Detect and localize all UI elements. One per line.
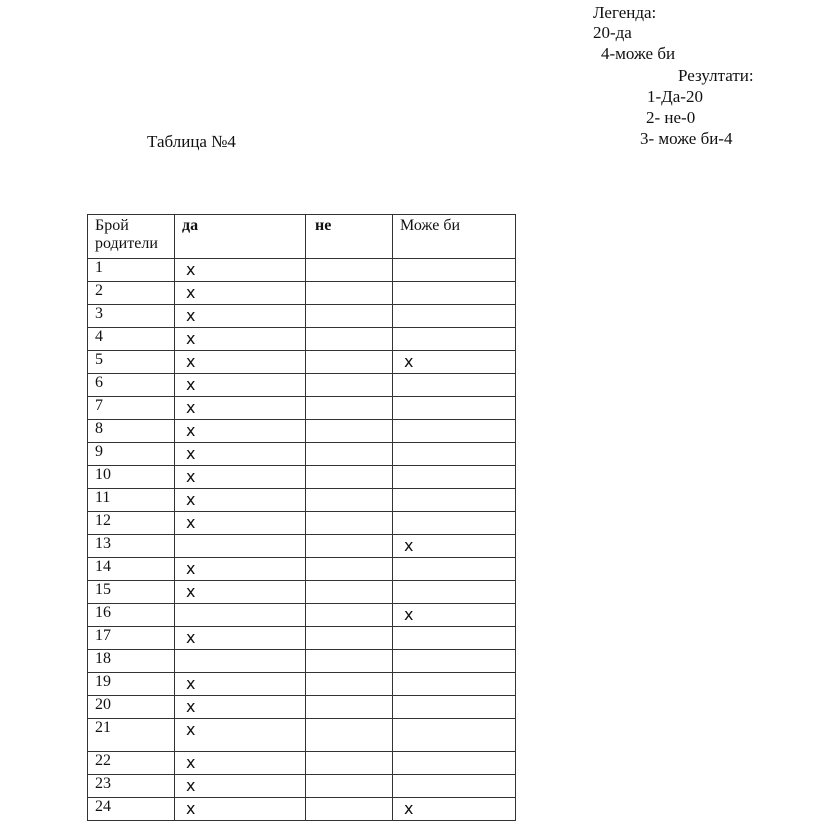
table-row [88,443,516,466]
row-number: 5 [88,351,175,374]
cell-yes: x [175,328,306,351]
legend-maybe-count: 4-може би [601,44,676,63]
row-number: 9 [88,443,175,466]
row-number: 14 [88,558,175,581]
cell-maybe [393,673,516,696]
cell-no [306,535,393,558]
cell-no [306,581,393,604]
table-row [88,489,516,512]
cell-no [306,650,393,673]
cell-maybe [393,581,516,604]
cell-maybe [393,420,516,443]
table-row [88,719,516,752]
cell-yes: x [175,627,306,650]
row-number: 18 [88,650,175,673]
survey-table-body [88,215,516,821]
legend-yes-count: 20-да [593,23,632,42]
cell-maybe [393,719,516,752]
cell-no [306,259,393,282]
cell-yes: x [175,558,306,581]
cell-maybe [393,752,516,775]
table-row [88,282,516,305]
cell-maybe [393,328,516,351]
row-number: 7 [88,397,175,420]
cell-maybe [393,650,516,673]
cell-yes: x [175,673,306,696]
result-maybe: 3- може би-4 [640,129,733,148]
table-row [88,328,516,351]
cell-maybe [393,775,516,798]
cell-no [306,374,393,397]
cell-no [306,604,393,627]
row-number: 24 [88,798,175,821]
row-number: 15 [88,581,175,604]
table-row [88,305,516,328]
cell-yes [175,535,306,558]
row-number: 4 [88,328,175,351]
table-row [88,627,516,650]
row-number: 17 [88,627,175,650]
row-number: 6 [88,374,175,397]
cell-yes: x [175,512,306,535]
cell-no [306,627,393,650]
row-number: 10 [88,466,175,489]
table-row [88,466,516,489]
cell-maybe [393,259,516,282]
result-no: 2- не-0 [646,108,696,127]
row-number: 11 [88,489,175,512]
result-yes: 1-Да-20 [647,87,703,106]
header-no: не [306,215,393,259]
header-yes: да [175,215,306,259]
cell-maybe [393,696,516,719]
row-number: 16 [88,604,175,627]
cell-no [306,305,393,328]
cell-maybe [393,489,516,512]
cell-yes: x [175,305,306,328]
cell-yes: x [175,775,306,798]
table-header-row [88,215,516,259]
cell-maybe [393,305,516,328]
cell-maybe: x [393,535,516,558]
table-row [88,775,516,798]
cell-no [306,420,393,443]
cell-yes: x [175,489,306,512]
cell-yes [175,604,306,627]
table-row [88,604,516,627]
table-row [88,259,516,282]
cell-maybe [393,466,516,489]
cell-no [306,282,393,305]
table-row [88,798,516,821]
row-number: 8 [88,420,175,443]
table-row [88,374,516,397]
cell-no [306,752,393,775]
row-number: 22 [88,752,175,775]
row-number: 20 [88,696,175,719]
row-number: 21 [88,719,175,752]
cell-yes [175,650,306,673]
cell-yes: x [175,581,306,604]
cell-no [306,489,393,512]
survey-table [87,214,516,821]
cell-maybe: x [393,604,516,627]
cell-no [306,351,393,374]
cell-yes: x [175,752,306,775]
cell-maybe [393,397,516,420]
cell-maybe: x [393,798,516,821]
table-row [88,581,516,604]
table-row [88,673,516,696]
table-row [88,420,516,443]
table-row [88,752,516,775]
cell-yes: x [175,719,306,752]
cell-yes: x [175,420,306,443]
cell-yes: x [175,351,306,374]
table-row [88,650,516,673]
row-number: 3 [88,305,175,328]
results-title: Резултати: [678,66,754,85]
cell-yes: x [175,798,306,821]
cell-no [306,443,393,466]
row-number: 1 [88,259,175,282]
cell-maybe [393,282,516,305]
table-row [88,512,516,535]
cell-no [306,512,393,535]
header-parents: Брой родители [88,215,175,259]
cell-no [306,775,393,798]
row-number: 19 [88,673,175,696]
cell-maybe [393,627,516,650]
cell-no [306,397,393,420]
row-number: 2 [88,282,175,305]
cell-yes: x [175,282,306,305]
cell-no [306,466,393,489]
table-row [88,351,516,374]
table-row [88,558,516,581]
cell-maybe [393,443,516,466]
table-row [88,397,516,420]
cell-no [306,328,393,351]
cell-yes: x [175,466,306,489]
cell-maybe [393,374,516,397]
cell-no [306,719,393,752]
cell-no [306,696,393,719]
cell-yes: x [175,374,306,397]
row-number: 13 [88,535,175,558]
cell-no [306,558,393,581]
cell-yes: x [175,696,306,719]
table-title: Таблица №4 [147,132,236,151]
table-row [88,696,516,719]
cell-yes: x [175,259,306,282]
cell-maybe [393,558,516,581]
cell-yes: x [175,443,306,466]
row-number: 12 [88,512,175,535]
legend-title: Легенда: [593,3,657,22]
cell-no [306,798,393,821]
cell-maybe: x [393,351,516,374]
cell-yes: x [175,397,306,420]
row-number: 23 [88,775,175,798]
header-maybe: Може би [393,215,516,259]
cell-no [306,673,393,696]
table-row [88,535,516,558]
cell-maybe [393,512,516,535]
